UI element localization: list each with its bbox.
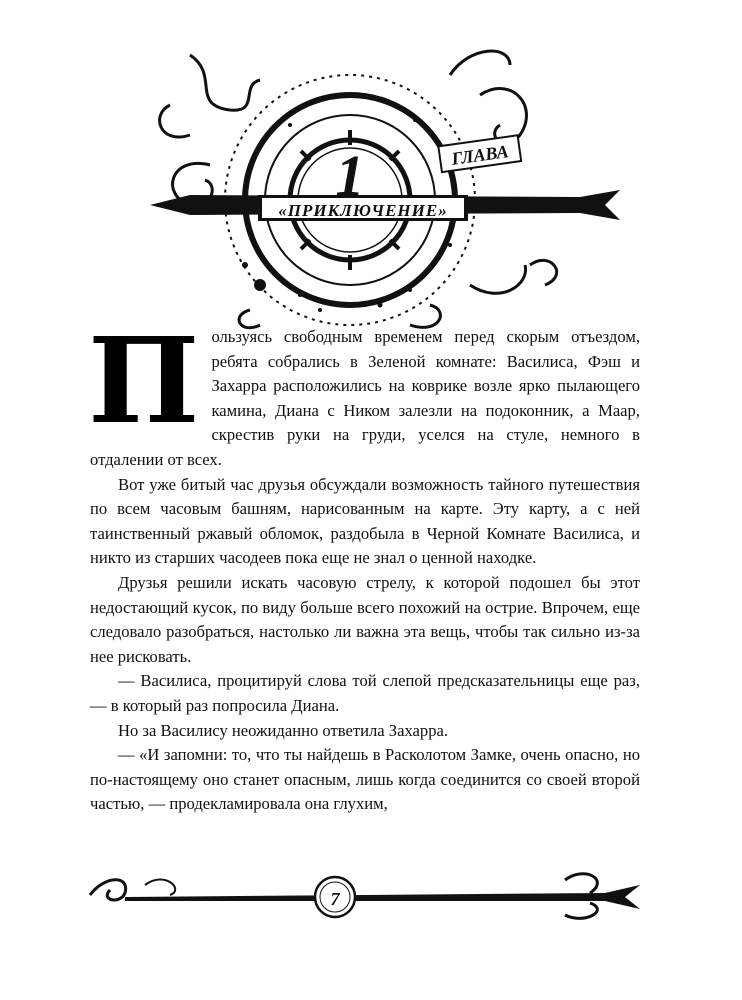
chapter-header-ornament	[150, 35, 620, 350]
paragraph: Друзья решили искать часовую стрелу, к которой подошел бы этот недостающий кусок, по виду больше всего похожий на острие. Впрочем, еще следовало разобраться, настолько ли важна эта вещь, чтобы так сильно из-за нее рисковать.	[90, 572, 640, 666]
paragraph: Но за Василису неожиданно ответила Захарра.	[118, 720, 449, 740]
page-number: 7	[330, 889, 340, 909]
footer-ornament	[85, 865, 645, 925]
paragraph: — Василиса, процитируй слова той слепой предсказательницы еще раз, — в который раз попросила Диана.	[90, 671, 640, 715]
chapter-label: ГЛАВА	[450, 141, 510, 169]
chapter-number: 1	[335, 143, 365, 208]
footer-arrow-icon	[90, 874, 640, 919]
drop-cap: П	[88, 311, 200, 450]
chapter-body	[88, 311, 640, 817]
paragraph	[88, 311, 640, 473]
paragraph: Вот уже битый час друзья обсуждали возможность тайного путешествия по всем часовым башням, нарисованным на карте. Эту карту, а с ней таинственный ржавый обломок, раздобыла в Черной Комнате Василиса, и никто из старших часодеев пока еще не знал о ценной находке.	[90, 474, 640, 568]
paragraph: — «И запомни: то, что ты найдешь в Расколотом Замке, очень опасно, но по-настоящему оно станет опасным, лишь когда соединится со своей второй частью, — продекламировала она глухим,	[90, 745, 640, 814]
paragraph-text: ользуясь свободным временем перед скорым отъездом, ребята собрались в Зеленой комнате: Василиса, Фэш и Захарра расположились на коврике возле ярко пылающего камина, Диана с Ником залезли на подоконник, а Маар, скрестив руки на груди, уселся на стуле, немного в отдалении от всех.	[90, 327, 640, 469]
chapter-title: «ПРИКЛЮЧЕНИЕ»	[278, 201, 448, 220]
